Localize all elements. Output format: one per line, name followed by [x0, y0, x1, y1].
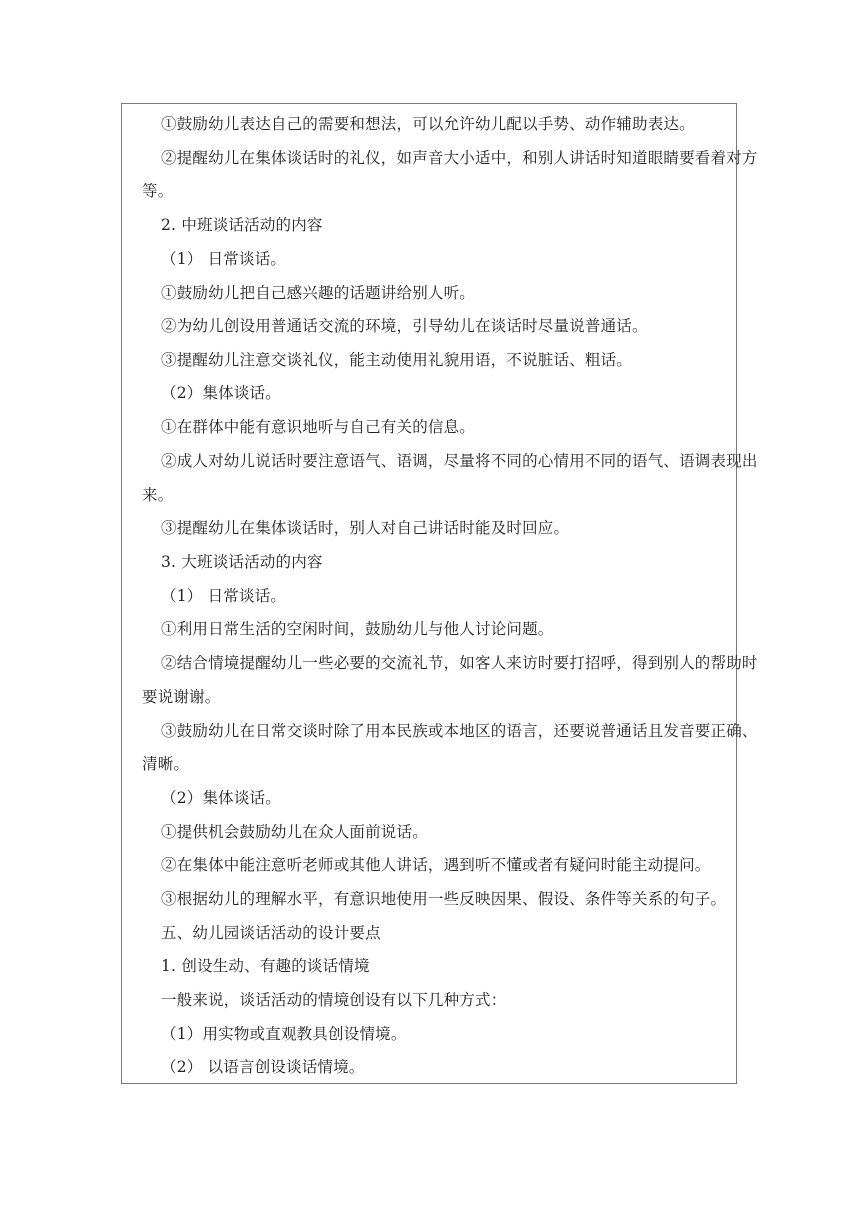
paragraph-line: ①在群体中能有意识地听与自己有关的信息。: [161, 418, 476, 436]
paragraph-line: 来。: [142, 486, 174, 504]
section-heading: 2. 中班谈话活动的内容: [161, 216, 323, 234]
paragraph-line: ①鼓励幼儿表达自己的需要和想法，可以允许幼儿配以手势、动作辅助表达。: [161, 115, 695, 133]
subsection-heading: （2）集体谈话。: [161, 789, 281, 807]
paragraph-line: ①鼓励幼儿把自己感兴趣的话题讲给别人听。: [161, 284, 476, 302]
paragraph-line: ③提醒幼儿在集体谈话时，别人对自己讲话时能及时回应。: [161, 519, 570, 537]
paragraph-line: ③根据幼儿的理解水平，有意识地使用一些反映因果、假设、条件等关系的句子。: [161, 890, 727, 908]
paragraph-line: ③提醒幼儿注意交谈礼仪，能主动使用礼貌用语，不说脏话、粗话。: [161, 351, 633, 369]
subsection-heading: （1） 日常谈话。: [161, 250, 287, 268]
paragraph-line: ②结合情境提醒幼儿一些必要的交流礼节，如客人来访时要打招呼，得到别人的帮助时: [161, 654, 758, 672]
paragraph-line: ②成人对幼儿说话时要注意语气、语调，尽量将不同的心情用不同的语气、语调表现出: [161, 452, 758, 470]
paragraph-line: 等。: [142, 182, 174, 200]
paragraph-line: ①提供机会鼓励幼儿在众人面前说话。: [161, 823, 428, 841]
paragraph-line: 清晰。: [142, 755, 190, 773]
section-heading: 3. 大班谈话活动的内容: [161, 553, 323, 571]
paragraph-line: ③鼓励幼儿在日常交谈时除了用本民族或本地区的语言，还要说普通话且发音要正确、: [161, 722, 758, 740]
subsection-heading: 1. 创设生动、有趣的谈话情境: [161, 957, 370, 975]
subsection-heading: （1） 日常谈话。: [161, 587, 287, 605]
list-item: （1）用实物或直观教具创设情境。: [161, 1025, 407, 1043]
paragraph-line: 一般来说，谈话活动的情境创设有以下几种方式：: [161, 991, 507, 1009]
paragraph-line: ②为幼儿创设用普通话交流的环境，引导幼儿在谈话时尽量说普通话。: [161, 317, 648, 335]
paragraph-line: ②在集体中能注意听老师或其他人讲话，遇到听不懂或者有疑问时能主动提问。: [161, 856, 711, 874]
section-heading: 五、幼儿园谈话活动的设计要点: [161, 924, 381, 942]
paragraph-line: ①利用日常生活的空闲时间，鼓励幼儿与他人讨论问题。: [161, 620, 554, 638]
subsection-heading: （2）集体谈话。: [161, 384, 281, 402]
paragraph-line: 要说谢谢。: [142, 688, 221, 706]
list-item: （2） 以语言创设谈话情境。: [161, 1058, 365, 1076]
paragraph-line: ②提醒幼儿在集体谈话时的礼仪，如声音大小适中，和别人讲话时知道眼睛要看着对方: [161, 149, 758, 167]
